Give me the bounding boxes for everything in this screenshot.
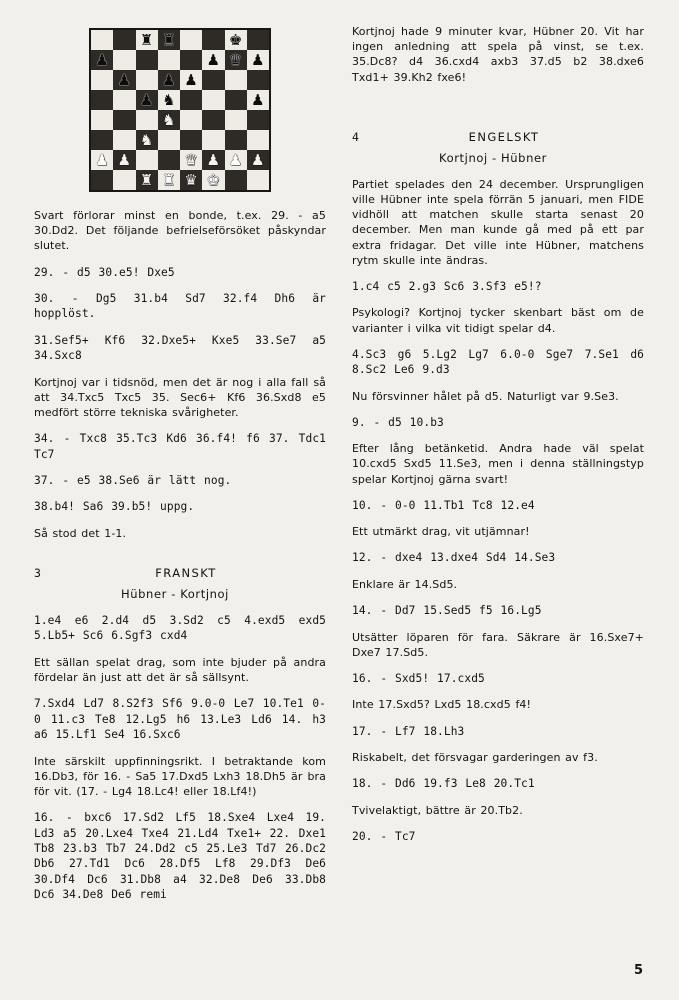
move-list: 16. - bxc6 17.Sd2 Lf5 18.Sxe4 Lxe4 19. Ld3 a5 20.Lxe4 Txe4 21.Ld4 Txe1+ 22. Dxe1 Tb8 23.b3 Tb7 24.Dd2 c5 25.Le3 Td7 26.Dc2 Db6 27.Td1 Dc6 28.Df5 Lf8 29.Df3 De6 30.Df4 Dc6 31.Db8 a4 32.De8 De6 33.Db8 Dc6 34.De8 De6 remi — [34, 811, 326, 902]
board-square — [225, 70, 247, 90]
board-square — [180, 50, 202, 70]
board-square — [202, 70, 224, 90]
move-list: 9. - d5 10.b3 — [352, 415, 444, 429]
move-list: 17. - Lf7 18.Lh3 — [352, 724, 465, 738]
board-square — [202, 150, 224, 170]
move-list: 1.c4 c5 2.g3 Sc6 3.Sf3 e5!? — [352, 280, 542, 294]
board-square — [113, 90, 135, 110]
chess-piece-icon: ♟ — [184, 70, 198, 89]
move-list: 14. - Dd7 15.Sed5 f5 16.Lg5 — [352, 604, 542, 618]
game-4-text — [352, 177, 644, 855]
board-square — [113, 50, 135, 70]
move-list: 12. - dxe4 13.dxe4 Sd4 14.Se3 — [352, 551, 556, 565]
board-square — [225, 110, 247, 130]
board-square — [158, 110, 180, 130]
two-column-layout — [34, 24, 645, 964]
board-square — [247, 130, 269, 150]
annotation-paragraph: Partiet spelades den 24 december. Ursprungligen ville Hübner inte spela förrän 5 januari, men FIDE vidhöll att matchen skulle starta senast 20 december. Men man kunde gå med på ett par extra fridagar. Det ville inte Hübner, matchens rytm skulle inte ändras. — [352, 177, 644, 267]
annotation-paragraph: Riskabelt, det försvagar garderingen av f3. — [352, 750, 598, 764]
game-4-players: Kortjnoj - Hübner — [439, 150, 547, 165]
board-square — [136, 70, 158, 90]
chess-piece-icon: ♟ — [206, 150, 221, 169]
board-square — [91, 110, 113, 130]
board-square — [91, 50, 113, 70]
board-square — [180, 150, 202, 170]
chess-piece-icon: ♟ — [206, 50, 221, 69]
board-square — [158, 130, 180, 150]
annotation-paragraph: Nu försvinner hålet på d5. Naturligt var 9.Se3. — [352, 389, 619, 403]
chess-piece-icon: ♞ — [139, 130, 154, 149]
board-square — [247, 170, 269, 190]
annotation-paragraph: Så stod det 1-1. — [34, 526, 127, 540]
board-square — [202, 50, 224, 70]
board-square — [113, 130, 135, 150]
board-square — [225, 150, 247, 170]
board-square — [225, 30, 247, 50]
board-square — [225, 130, 247, 150]
move-list: 7.Sxd4 Ld7 8.S2f3 Sf6 9.0-0 Le7 10.Te1 0-0 11.c3 Te8 12.Lg5 h6 13.Le3 Ld6 14. h3 a6 15.Lf1 Se4 16.Sxc6 — [34, 697, 326, 742]
chess-piece-icon: ♟ — [117, 70, 132, 89]
board-square — [158, 170, 180, 190]
board-square — [136, 90, 158, 110]
chess-piece-icon: ♜ — [162, 170, 176, 189]
page-number: 5 — [633, 963, 643, 978]
annotation-paragraph: Inte särskilt uppfinningsrikt. I betraktande kom 16.Db3, för 16. - Sa5 17.Dxd5 Lxh3 18.Dh5 är bra för vit. (17. - Lg4 18.Lc4! eller 18.Lf4!) — [34, 754, 326, 798]
board-square — [180, 90, 202, 110]
board-square — [136, 50, 158, 70]
game-4-opening: ENGELSKT — [468, 129, 540, 144]
annotation-paragraph: Kortjnoj var i tidsnöd, men det är nog i alla fall så att 34.Txc5 Txc5 35. Sec6+ Kf6 36.Sxd8 e5 medfört större tekniska svårigheter. — [34, 375, 326, 420]
annotation-paragraph: Kortjnoj hade 9 minuter kvar, Hübner 20. Vit har ingen anledning att spela på vinst, se t.ex. 35.Dc8? d4 36.cxd4 axb3 37.d5 b2 38.dxe6 Txd1+ 39.Kh2 fxe6! — [352, 25, 644, 84]
board-square — [247, 70, 269, 90]
board-square — [202, 170, 224, 190]
chess-piece-icon: ♜ — [139, 170, 154, 189]
chess-piece-icon: ♜ — [162, 30, 176, 49]
board-square — [113, 150, 135, 170]
move-list: 38.b4! Sa6 39.b5! uppg. — [34, 500, 195, 514]
game-4-number: 4 — [352, 129, 359, 144]
board-square — [113, 70, 135, 90]
move-list: 30. - Dg5 31.b4 Sd7 32.f4 Dh6 är hopplöst. — [34, 292, 326, 321]
annotation-paragraph: Utsätter löparen för fara. Säkrare är 16.Sxe7+ Dxe7 17.Sd5. — [352, 630, 644, 659]
board-square — [136, 110, 158, 130]
chess-piece-icon: ♟ — [251, 50, 265, 69]
board-square — [91, 130, 113, 150]
board-square — [113, 110, 135, 130]
right-column-gap — [352, 96, 644, 116]
move-list: 34. - Txc8 35.Tc3 Kd6 36.f4! f6 37. Tdc1 Tc7 — [34, 432, 326, 461]
chess-piece-icon: ♛ — [184, 150, 198, 169]
chess-piece-icon: ♟ — [95, 150, 109, 169]
board-square — [91, 150, 113, 170]
annotation-paragraph: Tvivelaktigt, bättre är 20.Tb2. — [352, 803, 523, 817]
chess-piece-icon: ♛ — [228, 50, 243, 69]
board-square — [180, 70, 202, 90]
annotation-paragraph: Inte 17.Sxd5? Lxd5 18.cxd5 f4! — [352, 698, 532, 712]
move-list: 16. - Sxd5! 17.cxd5 — [352, 671, 485, 685]
board-square — [225, 50, 247, 70]
chess-piece-icon: ♚ — [206, 170, 221, 189]
move-list: 4.Sc3 g6 5.Lg2 Lg7 6.0-0 Sge7 7.Se1 d6 8.Sc2 Le6 9.d3 — [352, 347, 644, 377]
board-square — [247, 110, 269, 130]
move-list: 10. - 0-0 11.Tb1 Tc8 12.e4 — [352, 498, 535, 512]
chess-piece-icon: ♟ — [251, 90, 265, 109]
game-3-number: 3 — [34, 566, 41, 581]
game-3-header — [34, 566, 326, 580]
board-square — [202, 110, 224, 130]
move-list: 37. - e5 38.Se6 är lätt nog. — [34, 474, 232, 488]
board-square — [202, 30, 224, 50]
move-list: 18. - Dd6 19.f3 Le8 20.Tc1 — [352, 777, 535, 791]
board-square — [202, 130, 224, 150]
chess-piece-icon: ♟ — [162, 70, 176, 89]
board-square — [247, 90, 269, 110]
game-3-opening: FRANSKT — [155, 566, 217, 581]
annotation-paragraph: Efter lång betänketid. Andra hade väl spelat 10.cxd5 Sxd5 11.Se3, men i denna ställningstyp spelar Kortjnoj gärna svart! — [352, 442, 644, 486]
game-4-header — [352, 130, 644, 144]
chess-piece-icon: ♟ — [117, 150, 132, 169]
move-list: 20. - Tc7 — [352, 829, 416, 843]
board-square — [113, 170, 135, 190]
left-column — [34, 24, 326, 964]
annotation-paragraph: Svart förlorar minst en bonde, t.ex. 29. - a5 30.Dd2. Det följande befrielseförsöket påskyndar slutet. — [34, 209, 326, 253]
right-column — [352, 24, 644, 964]
chess-piece-icon: ♟ — [251, 150, 265, 169]
board-square — [225, 90, 247, 110]
board-square — [180, 30, 202, 50]
left-column-text — [34, 208, 326, 552]
chess-piece-icon: ♟ — [228, 150, 243, 169]
chess-piece-icon: ♚ — [228, 30, 243, 49]
board-square — [158, 90, 180, 110]
board-square — [91, 30, 113, 50]
board-square — [180, 130, 202, 150]
chess-diagram-container — [34, 28, 326, 192]
board-square — [158, 50, 180, 70]
board-square — [91, 70, 113, 90]
board-square — [136, 30, 158, 50]
game-3-text — [34, 613, 326, 913]
annotation-paragraph: Ett utmärkt drag, vit utjämnar! — [352, 525, 530, 539]
board-square — [91, 170, 113, 190]
board-square — [136, 150, 158, 170]
board-square — [136, 130, 158, 150]
chess-piece-icon: ♟ — [139, 90, 154, 109]
chess-piece-icon: ♟ — [95, 50, 109, 69]
annotation-paragraph: Enklare är 14.Sd5. — [352, 577, 458, 591]
right-column-text — [352, 24, 644, 96]
chess-position-diagram — [89, 28, 271, 192]
chess-piece-icon: ♜ — [139, 30, 154, 49]
move-list: 31.Sef5+ Kf6 32.Dxe5+ Kxe5 33.Se7 a5 34.Sxc8 — [34, 333, 326, 363]
game-3-players: Hübner - Kortjnoj — [121, 587, 229, 602]
board-square — [180, 110, 202, 130]
annotation-paragraph: Psykologi? Kortjnoj tycker skenbart bäst om de varianter i vilka vit tidigt spelar d4. — [352, 306, 644, 335]
board-square — [202, 90, 224, 110]
board-square — [91, 90, 113, 110]
board-square — [247, 150, 269, 170]
board-square — [113, 30, 135, 50]
board-square — [136, 170, 158, 190]
board-square — [158, 70, 180, 90]
board-square — [225, 170, 247, 190]
board-square — [180, 170, 202, 190]
board-square — [158, 150, 180, 170]
board-square — [247, 30, 269, 50]
annotation-paragraph: Ett sällan spelat drag, som inte bjuder på andra fördelar än just att det är så sällsynt. — [34, 655, 326, 685]
board-square — [247, 50, 269, 70]
chess-piece-icon: ♞ — [162, 90, 176, 109]
move-list: 1.e4 e6 2.d4 d5 3.Sd2 c5 4.exd5 exd5 5.Lb5+ Sc6 6.Sgf3 cxd4 — [34, 614, 326, 643]
chess-piece-icon: ♛ — [184, 170, 198, 189]
board-square — [158, 30, 180, 50]
move-list: 29. - d5 30.e5! Dxe5 — [34, 265, 175, 279]
chess-piece-icon: ♞ — [162, 110, 176, 129]
